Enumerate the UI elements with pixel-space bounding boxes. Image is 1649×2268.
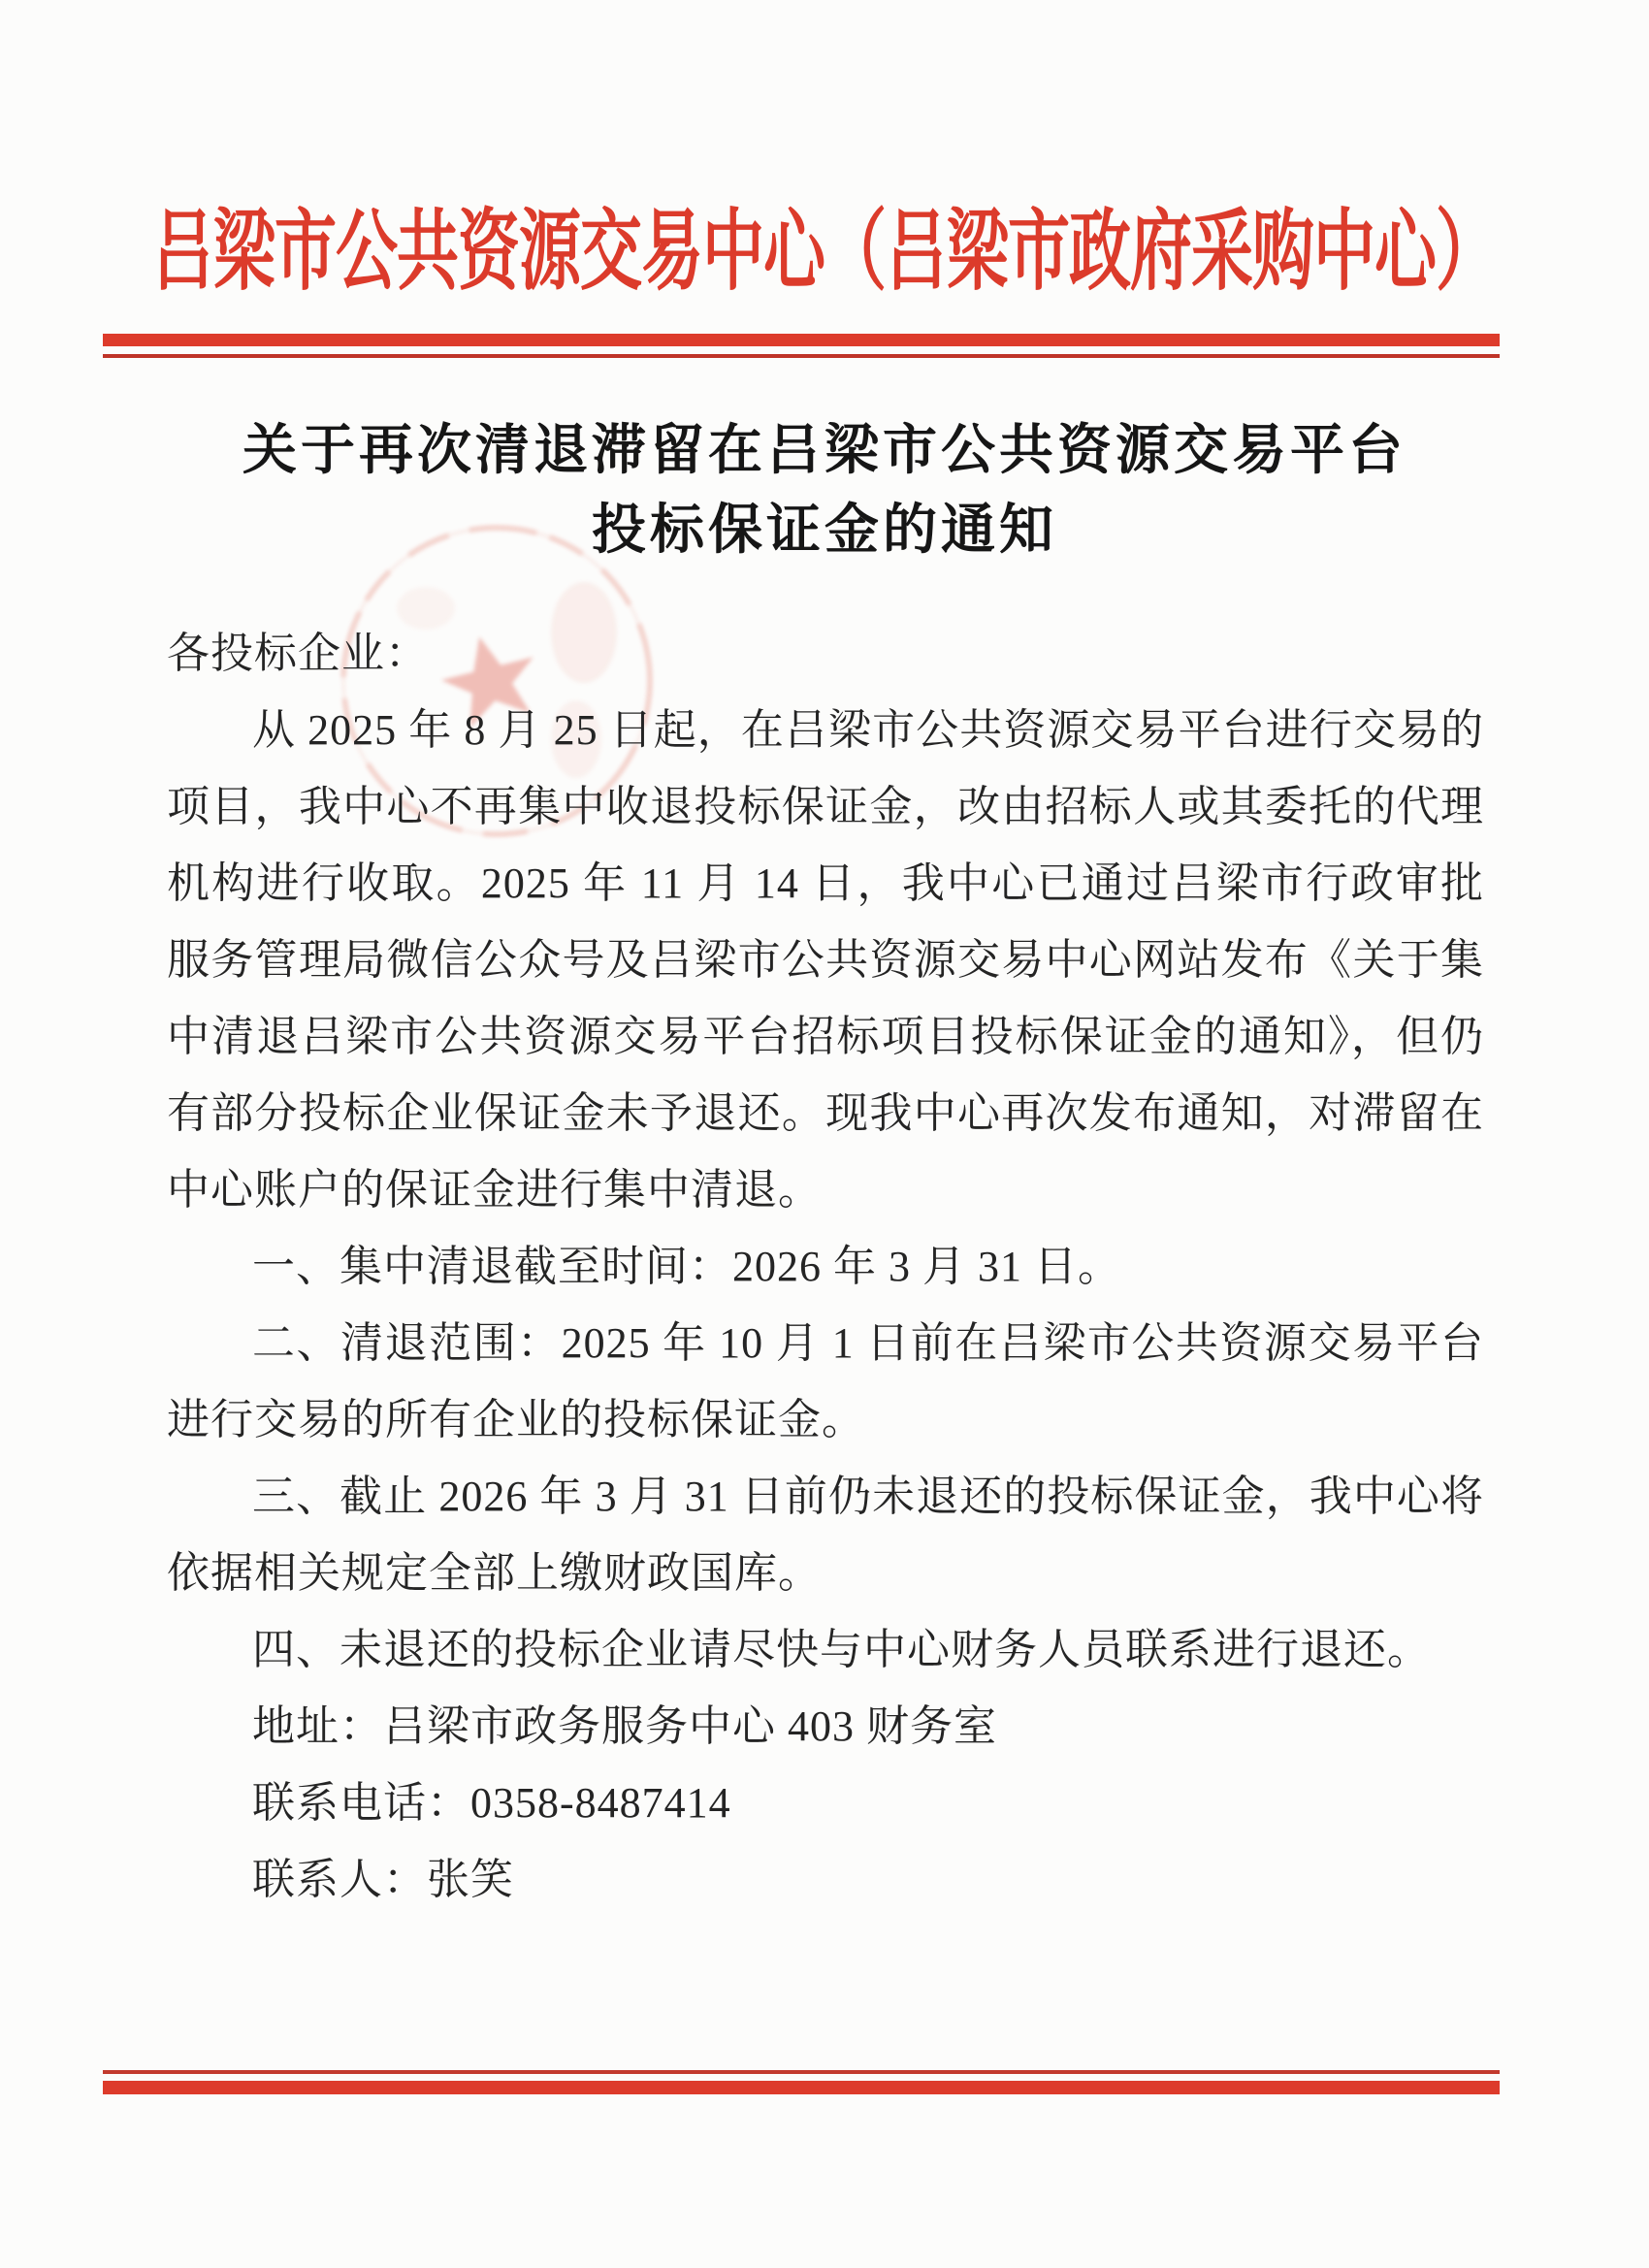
paragraph-item-2: 二、清退范围：2025 年 10 月 1 日前在吕梁市公共资源交易平台进行交易的所有企业的投标保证金。 <box>167 1319 1484 1443</box>
paragraph-item-3: 三、截止 2026 年 3 月 31 日前仍未退还的投标保证金，我中心将依据相关规定全部上缴财政国库。 <box>167 1473 1484 1597</box>
paragraph-item-1: 一、集中清退截至时间：2026 年 3 月 31 日。 <box>252 1243 1121 1290</box>
header-rule-thin <box>103 354 1500 358</box>
footer-rule-thin <box>103 2070 1500 2074</box>
contact-address: 地址：吕梁市政务服务中心 403 财务室 <box>252 1702 997 1750</box>
notice-body <box>167 615 1484 1918</box>
letterhead-title: 吕梁市公共资源交易中心（吕梁市政府采购中心） <box>152 202 1497 301</box>
contact-person: 联系人：张笑 <box>252 1856 514 1903</box>
document-title-line2: 投标保证金的通知 <box>592 501 1057 561</box>
header-rule-thick <box>103 334 1500 346</box>
contact-phone: 联系电话：0358-8487414 <box>252 1779 731 1827</box>
paragraph-item-4: 四、未退还的投标企业请尽快与中心财务人员联系进行退还。 <box>252 1626 1431 1673</box>
footer-rule-thick <box>103 2081 1500 2094</box>
salutation: 各投标企业： <box>167 630 429 677</box>
paragraph-intro: 从 2025 年 8 月 25 日起，在吕梁市公共资源交易平台进行交易的项目，我中心不再集中收退投标保证金，改由招标人或其委托的代理机构进行收取。2025 年 11 月 14 日，我中心已通过吕梁市行政审批服务管理局微信公众号及吕梁市公共资源交易中心网站发布《关于集中清退吕梁市公共资源交易平台招标项目投标保证金的通知》，但仍有部分投标企业保证金未予退还。现我中心再次发布通知，对滞留在中心账户的保证金进行集中清退。 <box>167 706 1484 1214</box>
document-title <box>0 411 1649 570</box>
document-title-line1: 关于再次清退滞留在吕梁市公共资源交易平台 <box>242 421 1406 481</box>
